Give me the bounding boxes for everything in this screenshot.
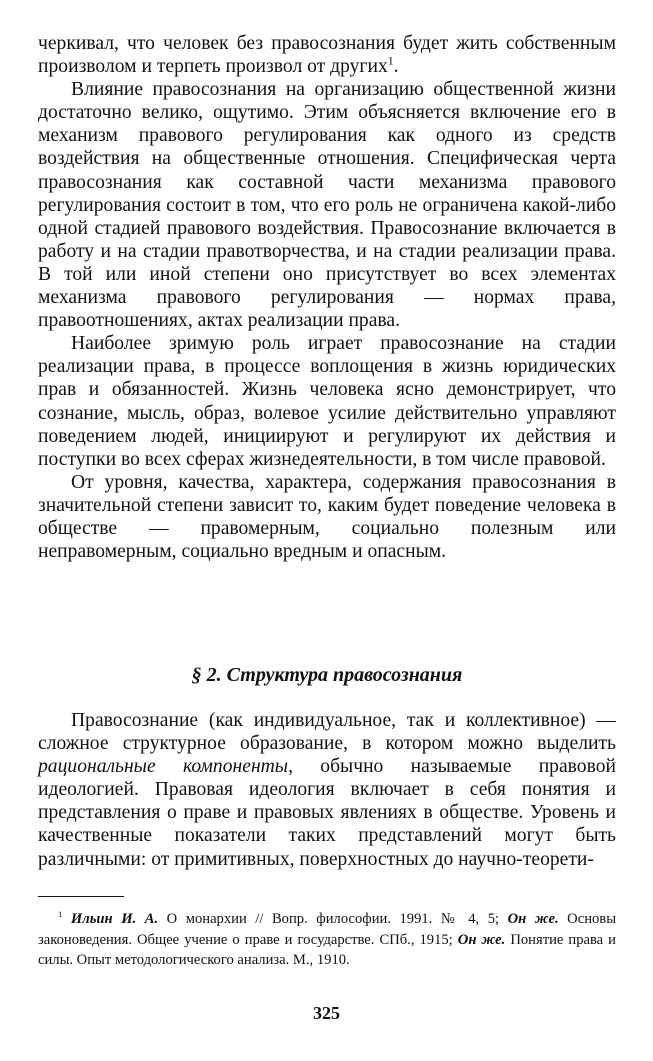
footnote-author-ibid-1: Он же. [507,911,559,927]
footnote-source-2: Основы законоведения. Общее учение о праве и государстве. СПб., 1915; [38,911,616,948]
section-2-body [38,709,616,871]
continuation-end: . [393,56,399,78]
continuation-paragraph [38,32,616,78]
structure-text-rest: , обычно называемые правовой идеологией. Правовая идеология включает в себя понятия и представления о праве и правовых явлениях в обществе. Уровень и качественные показатели таких представлений могут быть различными: от примитивных, поверхностных до научно-теорети- [38,756,616,870]
footnote-separator [38,896,124,897]
structure-text-start: Правосознание (как индивидуальное, так и коллективное) — сложное структурное образование, в котором можно выделить [38,710,616,755]
footnote [38,909,616,971]
footnote-reference[interactable]: 1 [387,54,394,68]
paragraph-influence: Влияние правосознания на организацию общественной жизни достаточно велико, ощутимо. Этим объясняется включение его в механизм правового регулирования как одного из средств воздействия на общественные отношения. Специфическая черта правосознания как составной части механизма правового регулирования состоит в том, что его роль не ограничена какой-либо одной стадией правового воздействия. Правосознание включается в работу и на стадии правотворчества, и на стадии реализации права. В той или иной степени оно присутствует во всех элементах механизма правового регулирования — нормах права, правоотношениях, актах реализации права. [38,79,616,332]
section-1-body [38,32,616,563]
footnote-number: 1 [58,909,63,920]
paragraph-realization: Наиболее зримую роль играет правосознание на стадии реализации права, в процессе воплощения в жизнь юридических прав и обязанностей. Жизнь человека ясно демонстрирует, что сознание, мысль, образ, волевое усилие действительно управляют поведением людей, инициируют и регулируют их действия и поступки во всех сферах жизнедеятельности, в том числе правовой. [38,333,616,470]
continuation-text: черкивал, что человек без правосознания будет жить собственным произволом и терпеть произвол от других [38,33,616,78]
footnote-source-3: Понятие права и силы. Опыт методологического анализа. М., 1910. [38,931,616,968]
rational-components-term: рациональные компоненты [38,756,289,778]
section-heading: § 2. Структура правосознания [191,664,463,686]
footnote-author-ibid-2: Он же. [457,931,506,948]
page-number: 325 [313,1003,340,1023]
footnote-source-1: О монархии // Вопр. философии. 1991. № 4, 5; [158,911,508,927]
paragraph-behavior: От уровня, качества, характера, содержания правосознания в значительной степени зависит то, каким будет поведение человека в обществе — правомерным, социально полезным или неправомерным, социально вредным и опасным. [38,471,616,563]
paragraph-structure [38,709,616,871]
footnote-author: Ильин И. А. [70,911,159,927]
